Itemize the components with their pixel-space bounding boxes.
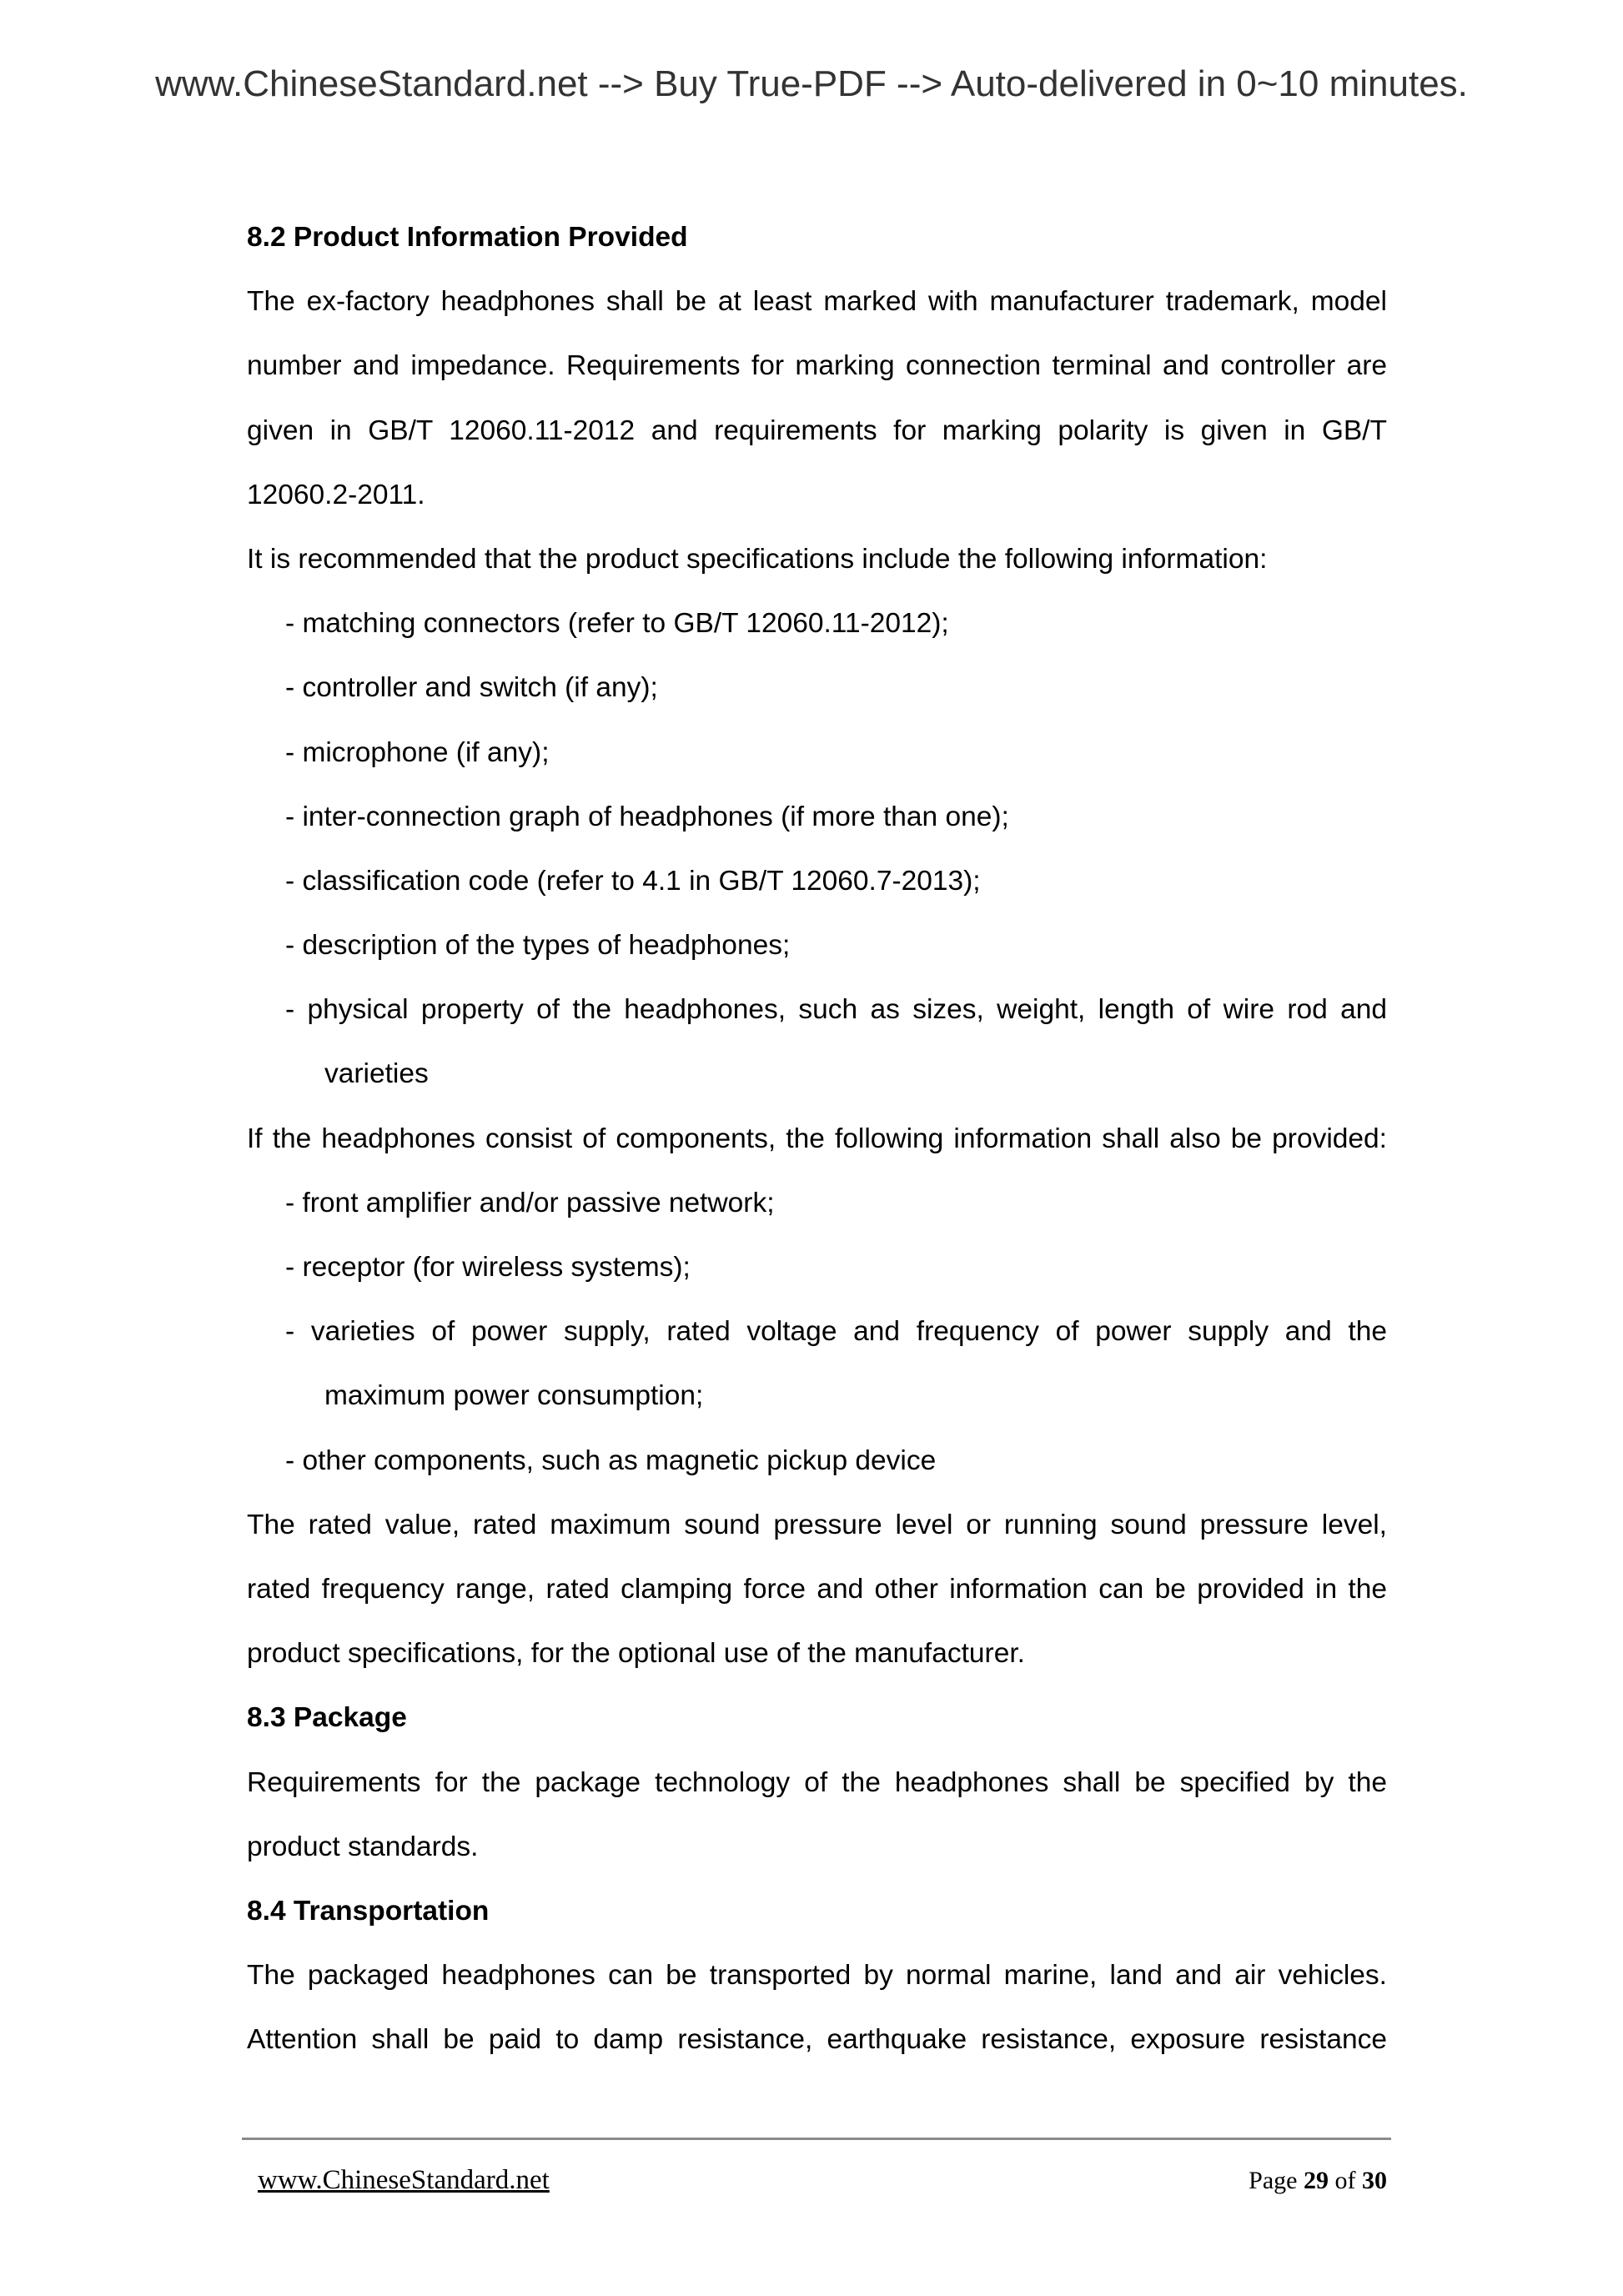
top-banner: www.ChineseStandard.net --> Buy True-PDF --> Auto-delivered in 0~10 minutes. [155,63,1468,104]
paragraph-line: product standards. [247,1831,479,1862]
page-total: 30 [1362,2167,1387,2194]
list-item: - varieties of power supply, rated voltage and frequency of power supply and the [285,1316,1387,1348]
list-item: - front amplifier and/or passive network; [285,1187,775,1218]
paragraph-line: varieties [324,1058,429,1090]
paragraph-line: The rated value, rated maximum sound pressure level or running sound pressure level, [247,1509,1387,1540]
footer-divider [242,2138,1391,2140]
page-of: of [1334,2167,1356,2194]
list-item: - matching connectors (refer to GB/T 12060.11-2012); [285,608,949,640]
list-item: - description of the types of headphones; [285,930,791,962]
paragraph-line: Attention shall be paid to damp resistance, earthquake resistance, exposure resistance [247,2024,1387,2056]
paragraph-line: rated frequency range, rated clamping force and other information can be provided in the [247,1573,1387,1605]
section-heading: 8.3 Package [247,1702,407,1734]
paragraph-line: given in GB/T 12060.11-2012 and requirements for marking polarity is given in GB/T [247,414,1387,446]
paragraph-line: maximum power consumption; [324,1380,704,1412]
paragraph-line: The ex-factory headphones shall be at least marked with manufacturer trademark, model [247,286,1387,318]
paragraph-line: product specifications, for the optional use of the manufacturer. [247,1638,1025,1670]
list-item: - classification code (refer to 4.1 in GB/T 12060.7-2013); [285,865,981,897]
list-item: - receptor (for wireless systems); [285,1252,691,1283]
paragraph-line: number and impedance. Requirements for marking connection terminal and controller are [247,350,1387,382]
list-item: - physical property of the headphones, such as sizes, weight, length of wire rod and [285,994,1387,1026]
list-item: - inter-connection graph of headphones (if more than one); [285,801,1009,832]
section-heading: 8.2 Product Information Provided [247,222,688,253]
paragraph-line: It is recommended that the product specifications include the following information: [247,543,1268,575]
footer-website-link[interactable]: www.ChineseStandard.net [258,2165,550,2195]
paragraph-line: If the headphones consist of components, the following information shall also be provided: [247,1123,1387,1154]
list-item: - controller and switch (if any); [285,672,658,704]
page-current: 29 [1304,2167,1329,2194]
paragraph-line: 12060.2-2011. [247,479,425,510]
list-item: - other components, such as magnetic pickup device [285,1444,937,1476]
paragraph-line: Requirements for the package technology of the headphones shall be specified by the [247,1766,1387,1798]
list-item: - microphone (if any); [285,736,550,768]
page-prefix: Page [1249,2167,1298,2194]
document-body [247,205,1387,2072]
paragraph-line: The packaged headphones can be transported by normal marine, land and air vehicles. [247,1960,1387,1992]
section-heading: 8.4 Transportation [247,1895,490,1927]
page-number [1249,2167,1387,2195]
